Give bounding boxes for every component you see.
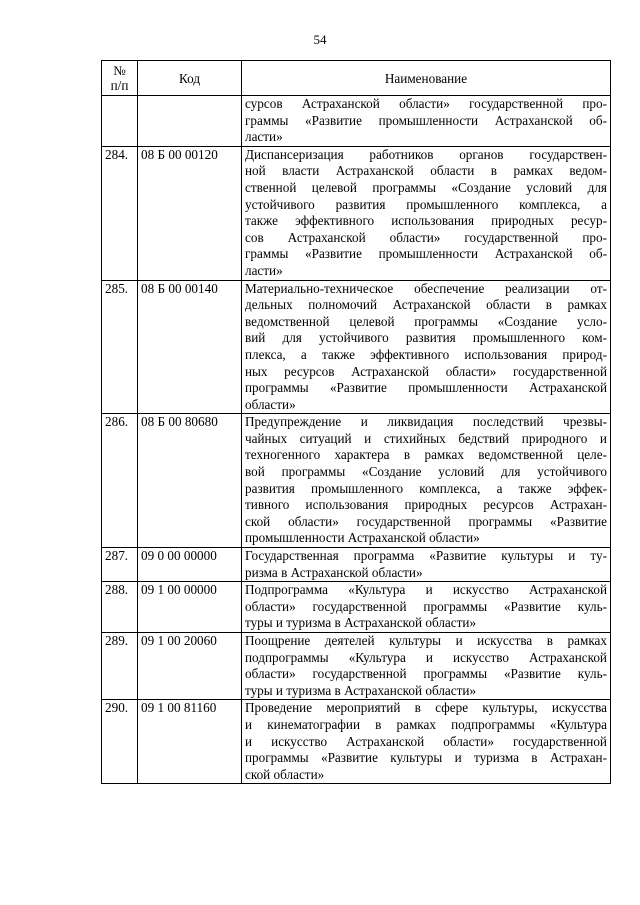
name-line: Диспансеризация работников органов государствен- — [245, 146, 607, 162]
row-number: 288. — [102, 582, 138, 633]
table-row — [102, 280, 611, 414]
name-line: ных ресурсов Астраханской области» государственной — [245, 363, 607, 379]
row-code: 08 Б 00 00120 — [138, 146, 242, 280]
name-line: Подпрограмма «Культура и искусство Астраханской — [245, 582, 607, 598]
name-line: граммы «Развитие промышленности Астраханской об- — [245, 246, 607, 262]
name-line: области» — [245, 396, 296, 412]
name-line: Предупреждение и ликвидация последствий чрезвы- — [245, 414, 607, 430]
name-line: туры и туризма в Астраханской области» — [245, 682, 477, 698]
name-line: подпрограммы «Культура и искусство Астраханской — [245, 649, 607, 665]
row-name — [242, 146, 611, 280]
row-name — [242, 582, 611, 633]
row-code: 09 0 00 00000 — [138, 548, 242, 582]
row-name — [242, 548, 611, 582]
name-line: сов Астраханской области» государственной про- — [245, 229, 607, 245]
row-number: 285. — [102, 280, 138, 414]
table-body — [102, 96, 611, 784]
row-code: 09 1 00 00000 — [138, 582, 242, 633]
row-number: 287. — [102, 548, 138, 582]
name-line: плекса, а также эффективного использования природ- — [245, 346, 607, 362]
name-line: граммы «Развитие промышленности Астраханской об- — [245, 112, 607, 128]
name-line: ведомственной целевой программы «Создание усло- — [245, 313, 607, 329]
name-line: Поощрение деятелей культуры и искусства в рамках — [245, 633, 607, 648]
table-row — [102, 633, 611, 700]
table-row — [102, 548, 611, 582]
row-number — [102, 96, 138, 147]
row-number: 284. — [102, 146, 138, 280]
name-line: техногенного характера в рамках ведомственной целе- — [245, 447, 607, 463]
table-row — [102, 96, 611, 147]
budget-code-table — [101, 60, 611, 784]
row-code: 09 1 00 20060 — [138, 633, 242, 700]
name-line: и искусство Астраханской области» государственной — [245, 733, 607, 749]
row-number: 290. — [102, 700, 138, 784]
row-name — [242, 700, 611, 784]
name-line: ризма в Астраханской области» — [245, 564, 423, 580]
page-number: 54 — [313, 32, 327, 47]
row-number: 289. — [102, 633, 138, 700]
row-code — [138, 96, 242, 147]
name-line: ной власти Астраханской области в рамках ведом- — [245, 163, 607, 179]
name-line: устойчивого развития промышленного комплекса, а — [245, 196, 607, 212]
name-line: сурсов Астраханской области» государственной про- — [245, 96, 607, 111]
name-line: также эффективного использования природных ресур- — [245, 213, 607, 229]
name-line: и кинематографии в рамках подпрограммы «Культура — [245, 716, 607, 732]
row-code: 09 1 00 81160 — [138, 700, 242, 784]
header-name: Наименование — [242, 61, 611, 96]
row-code: 08 Б 00 80680 — [138, 414, 242, 548]
row-name — [242, 280, 611, 414]
name-line: Проведение мероприятий в сфере культуры, искусства — [245, 700, 607, 716]
name-line: тивного использования природных ресурсов Астрахан- — [245, 497, 607, 513]
row-name — [242, 633, 611, 700]
table-row — [102, 146, 611, 280]
table-header — [102, 61, 611, 96]
name-line: вий для устойчивого развития промышленного ком- — [245, 330, 607, 346]
row-code: 08 Б 00 00140 — [138, 280, 242, 414]
table-row — [102, 414, 611, 548]
row-name — [242, 414, 611, 548]
name-line: Материально-техническое обеспечение реализации от- — [245, 280, 607, 296]
row-name — [242, 96, 611, 147]
name-line: ласти» — [245, 262, 283, 278]
name-line: программы «Развитие культуры и туризма в Астрахан- — [245, 750, 607, 766]
name-line: ласти» — [245, 129, 283, 145]
name-line: промышленности Астраханской области» — [245, 530, 480, 546]
name-line: ственной целевой программы «Создание условий для — [245, 179, 607, 195]
name-line: ской области» государственной программы «Развитие — [245, 513, 607, 529]
name-line: дельных полномочий Астраханской области в рамках — [245, 297, 607, 313]
header-code: Код — [138, 61, 242, 96]
table-row — [102, 582, 611, 633]
name-line: программы «Развитие промышленности Астраханской — [245, 380, 607, 396]
name-line: туры и туризма в Астраханской области» — [245, 615, 477, 631]
name-line: области» государственной программы «Развитие куль- — [245, 598, 607, 614]
name-line: развития промышленного комплекса, а также эффек- — [245, 480, 607, 496]
name-line: ской области» — [245, 766, 325, 782]
row-number: 286. — [102, 414, 138, 548]
name-line: вой программы «Создание условий для устойчивого — [245, 464, 607, 480]
name-line: области» государственной программы «Развитие куль- — [245, 666, 607, 682]
name-line: чайных ситуаций и стихийных бедствий природного и — [245, 430, 607, 446]
table-row — [102, 700, 611, 784]
name-line: Государственная программа «Развитие культуры и ту- — [245, 548, 607, 564]
header-num: № п/п — [102, 61, 138, 96]
